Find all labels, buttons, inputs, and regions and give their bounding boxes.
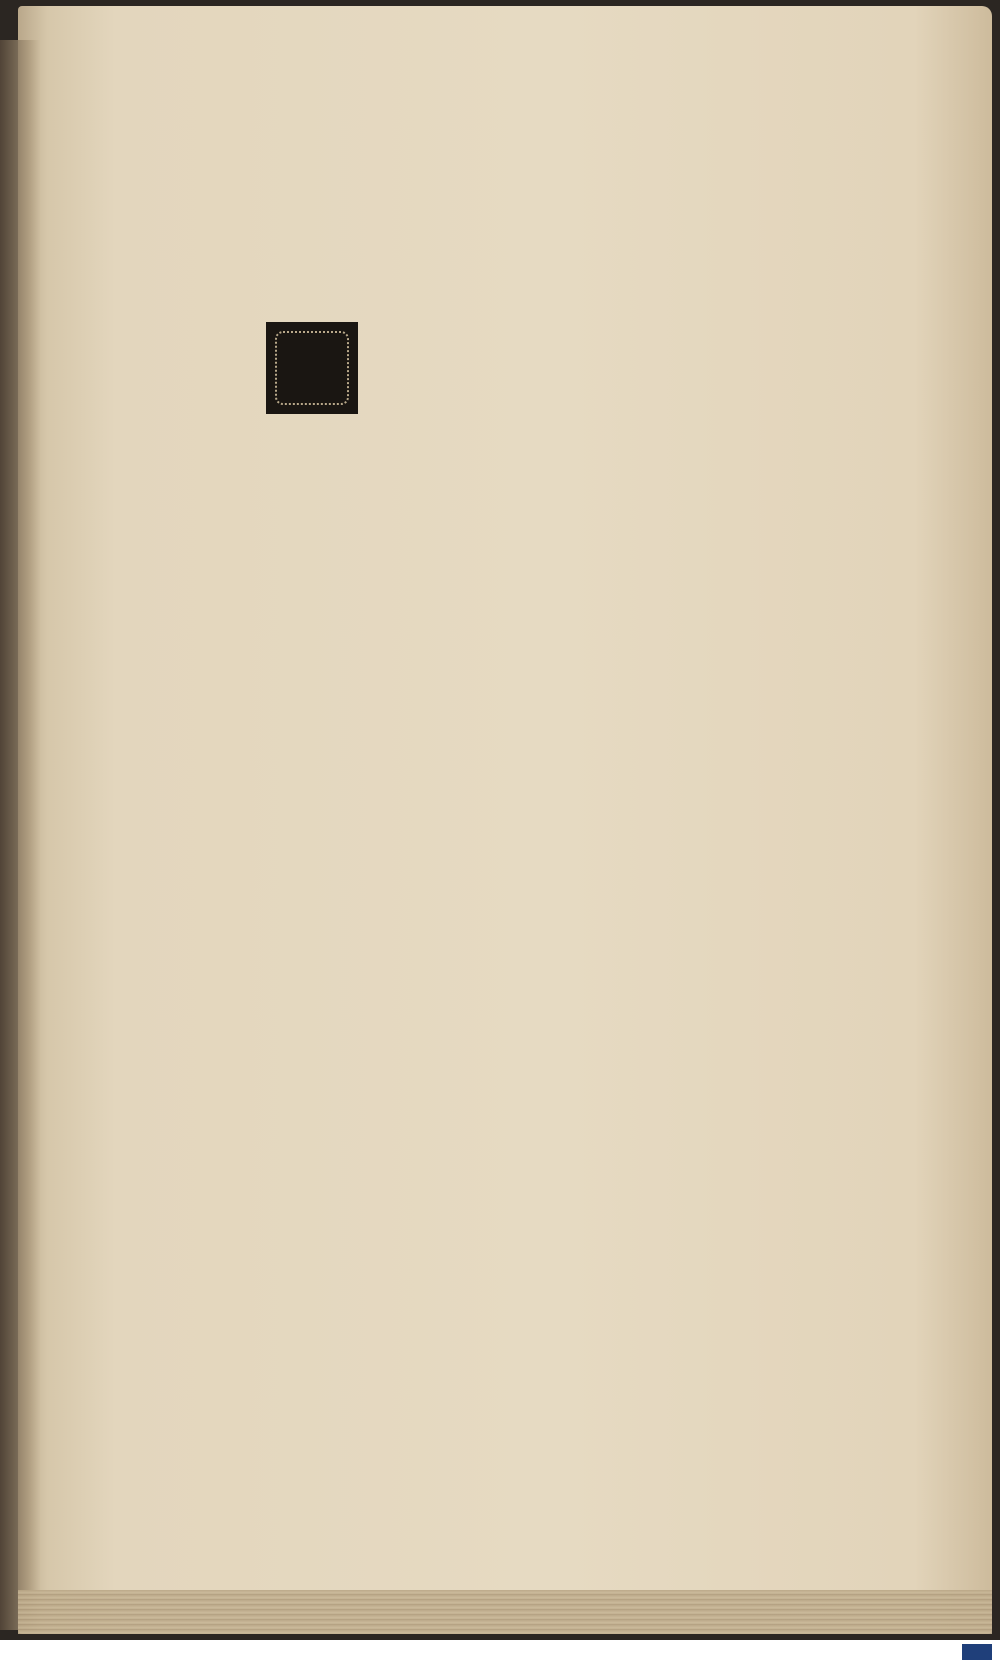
dfg-logo	[962, 1644, 992, 1660]
decorated-initial	[266, 322, 358, 414]
page-content	[272, 118, 944, 318]
footer-bar	[0, 1640, 1000, 1666]
summary-list	[272, 190, 944, 308]
page-edges	[18, 1590, 992, 1634]
running-head	[272, 118, 944, 154]
book-spine	[0, 40, 40, 1630]
